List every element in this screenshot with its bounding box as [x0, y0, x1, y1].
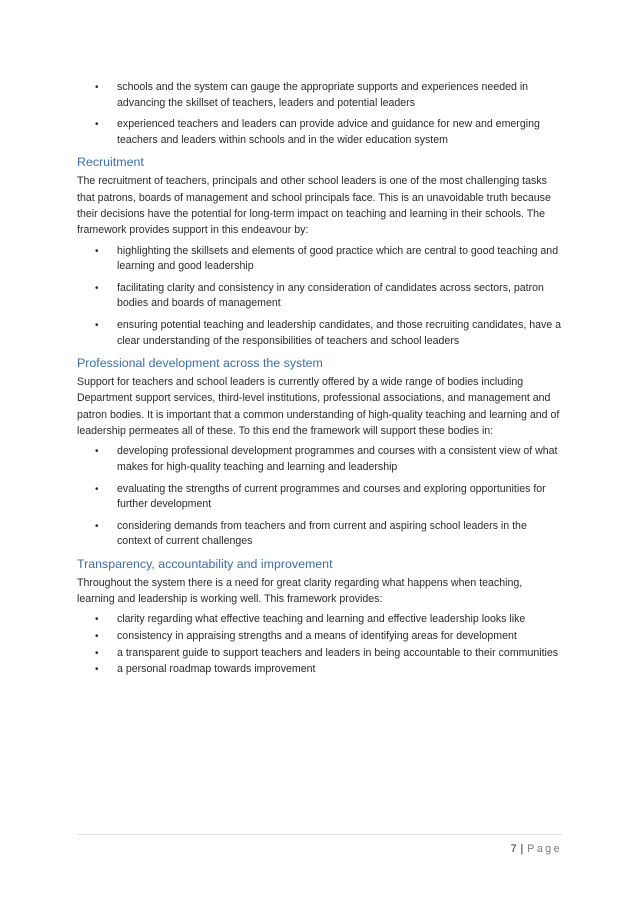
list-item: • a transparent guide to support teachers and leaders in being accountable to their communities	[77, 646, 562, 662]
section-heading: Professional development across the system	[77, 356, 323, 371]
intro-bullet-list	[77, 80, 562, 148]
section-heading: Recruitment	[77, 155, 144, 170]
section-heading: Transparency, accountability and improvement	[77, 556, 333, 571]
bullet-icon: •	[95, 282, 99, 294]
list-item: • clarity regarding what effective teaching and learning and effective leadership looks like	[77, 612, 562, 628]
bullet-icon: •	[95, 319, 99, 331]
bullet-icon: •	[95, 119, 99, 131]
list-item: • considering demands from teachers and from current and aspiring school leaders in the context of current challenges	[95, 519, 527, 548]
list-item: • schools and the system can gauge the appropriate supports and experiences needed in advancing the skillset of teachers, leaders and potential leaders	[95, 81, 529, 109]
list-item: • consistency in appraising strengths and a means of identifying areas for development	[77, 629, 562, 645]
bullet-icon: •	[95, 647, 99, 659]
page-label: Page	[527, 843, 562, 855]
section-recruitment	[77, 154, 562, 349]
section-paragraph: The recruitment of teachers, principals and other school leaders is one of the most challenging tasks that patrons, boards of management and school principals face. This is an unavoidable truth because their decisions have the potential for long-term impact on teaching and learning in their schools. The framework provides support in this endeavour by:	[77, 175, 551, 237]
section-transparency	[77, 556, 562, 678]
section-paragraph: Support for teachers and school leaders is currently offered by a wide range of bodies including Department support services, third-level institutions, professional associations, and management and patron bodies. It is important that a common understanding of high-quality teaching and learning and of leadership permeates all of these. To this end the framework will support these bodies in:	[77, 376, 560, 438]
list-item: • highlighting the skillsets and elements of good practice which are central to good teaching and learning and good leadership	[95, 244, 559, 273]
section-paragraph: Throughout the system there is a need for great clarity regarding what happens when teaching, learning and leadership is working well. This framework provides:	[77, 576, 523, 606]
bullet-list	[77, 612, 562, 677]
list-item: • a personal roadmap towards improvement	[77, 662, 562, 678]
section-professional-development	[77, 355, 562, 550]
bullet-icon: •	[95, 664, 99, 676]
bullet-icon: •	[95, 245, 99, 257]
bullet-icon: •	[95, 446, 99, 458]
bullet-icon: •	[95, 82, 99, 93]
list-item: • evaluating the strengths of current programmes and courses and exploring opportunities for further development	[95, 482, 546, 511]
bullet-icon: •	[95, 520, 99, 532]
page-number: 7	[510, 843, 517, 855]
footer-separator: |	[520, 843, 524, 855]
bullet-icon: •	[95, 483, 99, 495]
list-item: • developing professional development programmes and courses with a consistent view of what makes for high-quality teaching and learning and leadership	[95, 445, 558, 473]
bullet-list	[77, 444, 562, 550]
bullet-list	[77, 244, 562, 350]
list-item: • facilitating clarity and consistency in any consideration of candidates across sectors, patron bodies and boards of management	[95, 281, 544, 310]
footer-divider	[77, 834, 562, 835]
bullet-icon: •	[95, 631, 99, 643]
list-item: • ensuring potential teaching and leadership candidates, and those recruiting candidates, have a clear understanding of the responsibilities of teachers and school leaders	[95, 318, 562, 347]
bullet-icon: •	[95, 614, 99, 626]
list-item: • experienced teachers and leaders can provide advice and guidance for new and emerging teachers and leaders within schools and in the wider education system	[95, 118, 540, 146]
page-footer	[511, 843, 562, 855]
document-page	[77, 80, 562, 679]
